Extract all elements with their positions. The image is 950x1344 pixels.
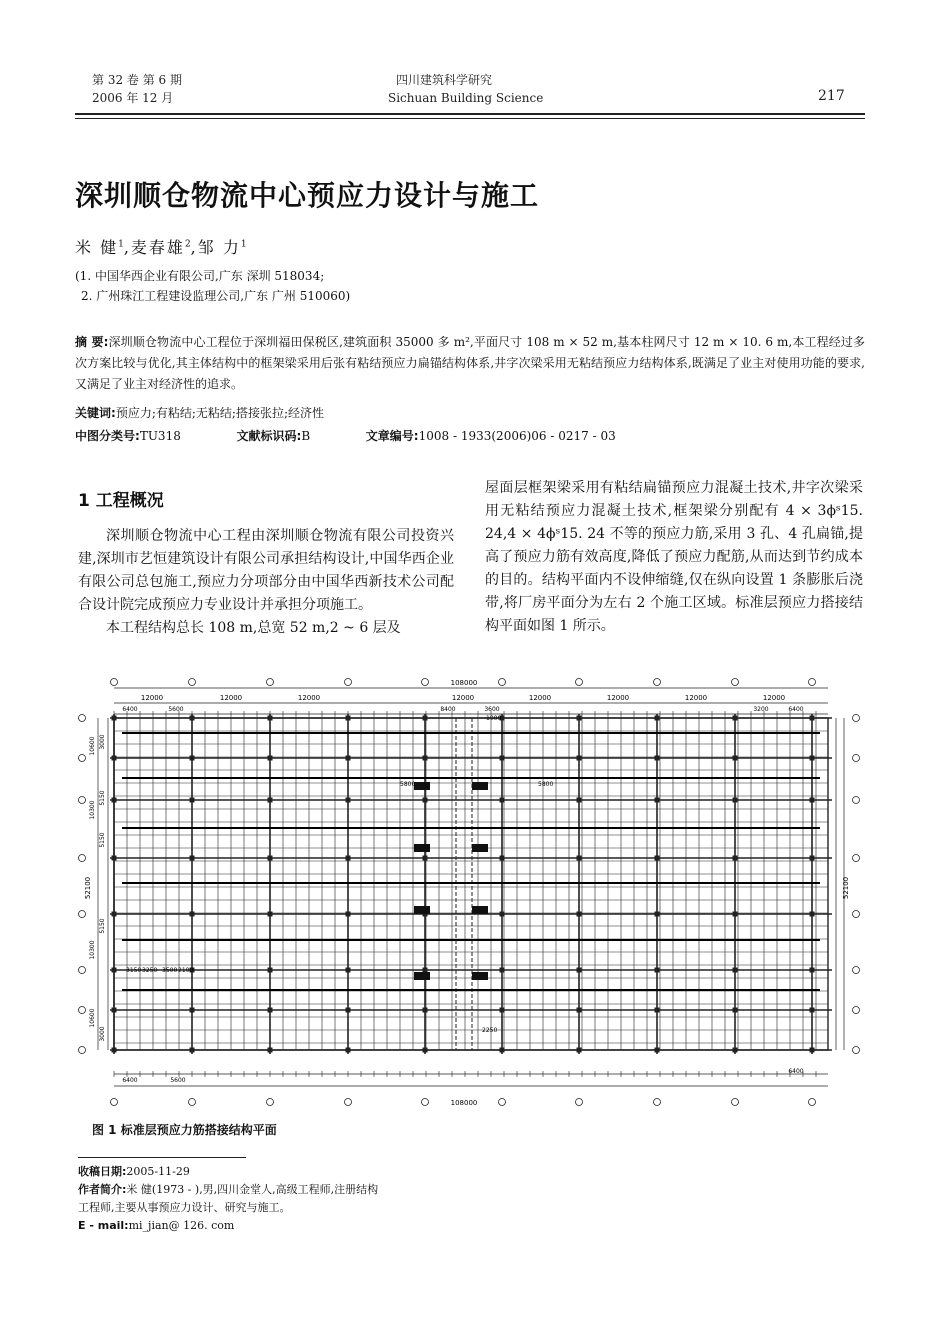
email-label: E - mail: [78,1219,129,1232]
column [268,912,273,917]
article-no-label: 文章编号: [365,429,419,443]
dim-edge-left-2: 5600 [168,706,184,713]
footnote-rule [78,1157,246,1158]
column [577,1008,582,1013]
header-journal-en: Sichuan Building Science [388,91,544,105]
received-date: 2005-11-29 [126,1165,190,1178]
note-5800: 5800 [400,781,416,788]
page-number: 217 [818,88,845,104]
column [346,756,351,761]
axis-bubble [189,1099,196,1106]
axis-bubble [79,911,86,918]
author-3-affil: 1 [240,239,247,250]
axis-bubble [267,679,274,686]
column [268,756,273,761]
dim-side-sub: 3000 [99,1026,106,1042]
column [655,968,660,973]
axis-bubble [422,1099,429,1106]
column [655,1048,660,1053]
axis-bubble [111,679,118,686]
header-date: 2006 年 12 月 [92,91,174,105]
column [346,1048,351,1053]
dim-bay-top: 12000 [684,694,708,702]
axis-bubble [576,1099,583,1106]
axis-bubble [345,679,352,686]
author-separator: , [190,238,198,257]
axis-bubble [576,679,583,686]
dim-inner: 3250 [142,967,158,974]
dim-inner: 2100 [178,967,194,974]
bio-label: 作者简介: [78,1183,127,1196]
column [500,1048,505,1053]
axis-bubble [499,679,506,686]
article-no-value: 1008 - 1933(2006)06 - 0217 - 03 [418,429,616,443]
doc-code-label: 文献标识码: [236,429,302,443]
axis-bubble [79,1007,86,1014]
keywords-label: 关键词: [75,406,116,420]
column [346,968,351,973]
anchor-block [472,972,488,980]
dim-side: 10300 [89,800,96,820]
dim-edge-right: 6400 [788,706,804,713]
header-volume-issue: 第 32 卷 第 6 期 [92,73,182,87]
axis-bubble [422,679,429,686]
column [577,756,582,761]
dim-edge-right-bottom: 6400 [788,1068,804,1075]
dim-total-width-right: 52100 [842,876,850,900]
column [112,912,117,917]
paragraph-1: 深圳顺仓物流中心工程由深圳顺仓物流有限公司投资兴建,深圳市艺恒建筑设计有限公司承担结构设计,中国华西企业有限公司总包施工,预应力分项部分由中国华西新技术公司配合设计院完成预应力专业设计并承担分项施工。 [78,528,454,613]
dim-edge-left: 6400 [122,706,138,713]
dim-inner: 3500 [162,967,178,974]
keywords [75,404,324,421]
axis-bubble [853,967,860,974]
axis-bubble [732,1099,739,1106]
axis-bubble [267,1099,274,1106]
column [190,912,195,917]
axis-bubble [853,1047,860,1054]
axis-bubble [809,679,816,686]
dim-bay-top: 12000 [297,694,321,702]
column [577,968,582,973]
column [733,856,738,861]
column [810,716,815,721]
anchor-block [414,844,430,852]
column [112,968,117,973]
column [500,856,505,861]
column [346,912,351,917]
structural-plan-figure [78,678,860,1110]
axis-bubble [853,855,860,862]
author-3: 邹 力 [197,238,241,257]
axis-bubble [853,1007,860,1014]
dim-total-length-top: 108000 [450,679,478,687]
column [733,968,738,973]
dim-inner: 3150 [126,967,142,974]
affiliation-1: (1. 中国华西企业有限公司,广东 深圳 518034; [75,269,325,283]
column [655,716,660,721]
column [500,798,505,803]
paragraph-continued: 屋面层框架梁采用有粘结扁锚预应力混凝土技术,井字次梁采用无粘结预应力混凝土技术,框架梁分别配有 4 × 3ϕˢ15. 24,4 × 4ϕˢ15. 24 不等的预应力筋,采用 3 孔、4 孔扁锚,提高了预应力筋有效高度,降低了预应力配筋,从而达到节约成本的目的。结构平面内不设伸缩缝,仅在纵向设置 1 条膨胀后浇带,将厂房平面分为左右 2 个施工区域。标准层预应力搭接结构平面如图 1 所示。 [485,480,863,634]
affiliation-2: 2. 广州珠江工程建设监理公司,广东 广州 510060) [81,289,351,303]
column [655,1008,660,1013]
column [112,856,117,861]
column [423,1048,428,1053]
right-column [485,477,863,638]
author-separator: , [123,238,131,257]
column [112,756,117,761]
axis-bubble [654,679,661,686]
figure-caption: 图 1 标准层预应力筋搭接结构平面 [92,1123,277,1137]
axis-bubble [809,1099,816,1106]
column [733,716,738,721]
column [190,1008,195,1013]
column [268,798,273,803]
footnote-email [78,1217,234,1234]
paragraph-2: 本工程结构总长 108 m,总宽 52 m,2 ~ 6 层及 [106,620,401,636]
anchor-block [472,844,488,852]
column [190,756,195,761]
column [577,716,582,721]
axis-bubble [853,797,860,804]
column [423,798,428,803]
anchor-block [414,782,430,790]
column [268,856,273,861]
abstract-label: 摘 要: [75,335,109,349]
column [423,756,428,761]
author-list [75,235,247,258]
column [810,756,815,761]
column [190,1048,195,1053]
dim-side-sub: 3000 [99,734,106,750]
column [423,716,428,721]
axis-bubble [79,797,86,804]
note-1000: 1000 [486,715,502,722]
axis-bubble [79,1047,86,1054]
axis-bubble [853,715,860,722]
left-column [78,525,454,640]
axis-bubble [79,715,86,722]
author-2: 麦春雄 [130,238,185,257]
anchor-block [414,906,430,914]
column [577,798,582,803]
dim-joint-2: 3600 [484,706,500,713]
axis-bubble [79,967,86,974]
column [423,856,428,861]
clc-label: 中图分类号: [75,429,140,443]
clc-value: TU318 [139,429,181,443]
column [733,1048,738,1053]
dim-bay-top: 12000 [606,694,630,702]
column [733,756,738,761]
axis-bubble [79,855,86,862]
dim-bay-top: 12000 [528,694,552,702]
dim-bay-top: 12000 [762,694,786,702]
note-5800: 5800 [538,781,554,788]
axis-bubble [732,679,739,686]
column [733,1008,738,1013]
doc-code-value: B [301,429,311,443]
dim-edge-right-2: 3200 [753,706,769,713]
anchor-block [472,782,488,790]
axis-bubble [79,755,86,762]
column [810,912,815,917]
keywords-text: 预应力;有粘结;无粘结;搭接张拉;经济性 [115,406,324,420]
dim-side-sub: 5150 [99,790,106,806]
dim-edge-left-2-bottom: 5600 [170,1077,186,1084]
column [346,1008,351,1013]
column [810,798,815,803]
note-2250: 2250 [482,1027,498,1034]
author-1: 米 健 [75,238,119,257]
header-rule-thin [75,118,865,119]
footnote-bio-1 [78,1181,378,1198]
dim-total-length-bottom: 108000 [450,1099,478,1107]
column [500,1008,505,1013]
footnote-bio-2: 工程师,主要从事预应力设计、研究与施工。 [78,1201,291,1214]
column [655,798,660,803]
column [423,1008,428,1013]
column [577,912,582,917]
classification-line [75,427,616,444]
column [500,756,505,761]
dim-side-sub: 5150 [99,918,106,934]
column [346,856,351,861]
header-journal-cn: 四川建筑科学研究 [396,73,493,87]
axis-bubble [111,1099,118,1106]
paper-title: 深圳顺仓物流中心预应力设计与施工 [75,179,540,212]
column [190,856,195,861]
column [112,1048,117,1053]
column [268,968,273,973]
column [190,798,195,803]
column [346,798,351,803]
column [810,1048,815,1053]
axis-bubble [499,1099,506,1106]
author-2-affil: 2 [184,239,191,250]
axis-bubble [345,1099,352,1106]
bio-text-1: 米 健(1973 - ),男,四川金堂人,高级工程师,注册结构 [126,1183,379,1196]
column [733,912,738,917]
dim-bay-top: 12000 [219,694,243,702]
abstract [75,332,865,395]
dim-side: 10300 [89,940,96,960]
column [500,912,505,917]
column [655,856,660,861]
axis-bubble [853,911,860,918]
dim-joint: 8400 [440,706,456,713]
axis-bubble [853,755,860,762]
dimension-lines [79,679,860,1106]
anchor-block [472,906,488,914]
dim-edge-left-bottom: 6400 [122,1077,138,1084]
dim-total-width-left: 52100 [84,876,92,900]
dim-bay-top: 12000 [140,694,164,702]
dim-side: 10600 [89,736,96,756]
tendon-lines [122,733,820,990]
dim-side-sub: 5150 [99,832,106,848]
dim-bay-top: 12000 [451,694,475,702]
abstract-text: 深圳顺仓物流中心工程位于深圳福田保税区,建筑面积 35000 多 m²,平面尺寸 108 m × 52 m,基本柱网尺寸 12 m × 10. 6 m,本工程经过多次方案比较与优化,其主体结构中的框架梁采用后张有粘结预应力扁锚结构体系,井字次梁采用无粘结预应力结构体系,既满足了业主对使用功能的要求,又满足了业主对经济性的追求。 [75,335,865,391]
column [112,798,117,803]
axis-bubble [189,679,196,686]
column [655,756,660,761]
column [577,856,582,861]
header-rule-thick [75,113,865,115]
footnote-received [78,1163,190,1180]
column [268,1008,273,1013]
axis-bubble [654,1099,661,1106]
column [810,856,815,861]
column [733,798,738,803]
column [423,968,428,973]
column [577,1048,582,1053]
column [268,1048,273,1053]
author-1-affil: 1 [118,239,124,250]
column [655,912,660,917]
received-label: 收稿日期: [78,1165,127,1178]
column [112,1008,117,1013]
email-address: mi_jian@ 126. com [128,1219,235,1232]
column [810,1008,815,1013]
anchor-block [414,972,430,980]
column [810,968,815,973]
section-heading: 1 工程概况 [78,491,164,511]
dim-side: 10600 [89,1008,96,1028]
column [500,968,505,973]
